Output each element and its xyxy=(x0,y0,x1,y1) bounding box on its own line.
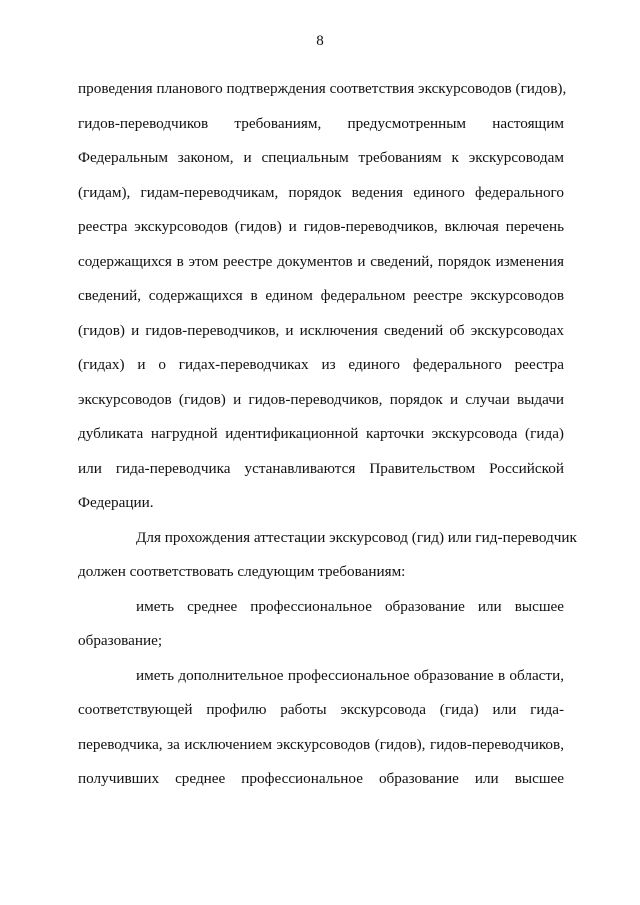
text-line: проведения планового подтверждения соответствия экскурсоводов (гидов), xyxy=(78,80,567,97)
text-line: (гидах) и о гидах-переводчиках из единого федерального реестра xyxy=(78,356,564,373)
text-line: иметь среднее профессиональное образование или высшее xyxy=(136,597,564,615)
page-number: 8 xyxy=(316,33,324,49)
paragraph-continuation xyxy=(78,72,567,521)
text-line: или гида-переводчика устанавливаются Правительством Российской xyxy=(78,459,564,477)
text-line: Для прохождения аттестации экскурсовод (гид) или гид-переводчик xyxy=(136,528,577,546)
paragraph-requirements-intro xyxy=(78,521,577,590)
text-line: содержащихся в этом реестре документов и сведений, порядок изменения xyxy=(78,252,564,270)
text-line: (гидам), гидам-переводчикам, порядок ведения единого федерального xyxy=(78,183,564,201)
text-line: Федерации. xyxy=(78,494,154,511)
text-line: реестра экскурсоводов (гидов) и гидов-переводчиков, включая перечень xyxy=(78,218,564,235)
text-line: (гидов) и гидов-переводчиков, и исключения сведений об экскурсоводах xyxy=(78,321,564,339)
paragraph-requirement-education xyxy=(78,590,564,659)
text-line: образование; xyxy=(78,632,163,649)
text-line: дубликата нагрудной идентификационной карточки экскурсовода (гида) xyxy=(78,425,564,442)
body-text xyxy=(78,72,577,797)
text-line: гидов-переводчиков требованиям, предусмотренным настоящим xyxy=(78,114,564,132)
text-line: переводчика, за исключением экскурсоводов (гидов), гидов-переводчиков, xyxy=(78,735,564,753)
text-line: должен соответствовать следующим требованиям: xyxy=(78,563,406,580)
text-line: сведений, содержащихся в едином федеральном реестре экскурсоводов xyxy=(78,287,564,304)
text-line: экскурсоводов (гидов) и гидов-переводчиков, порядок и случаи выдачи xyxy=(78,390,564,408)
text-line: получивших среднее профессиональное образование или высшее xyxy=(78,770,564,787)
paragraph-requirement-additional-education xyxy=(78,659,564,797)
text-line: соответствующей профилю работы экскурсовода (гида) или гида- xyxy=(78,701,564,718)
text-line: Федеральным законом, и специальным требованиям к экскурсоводам xyxy=(78,149,564,166)
text-line: иметь дополнительное профессиональное образование в области, xyxy=(136,666,564,684)
